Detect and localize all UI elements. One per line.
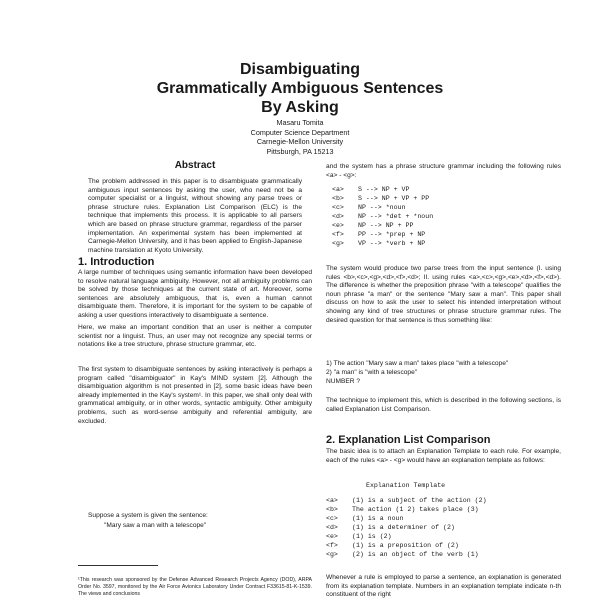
section-2-heading: 2. Explanation List Comparison [326, 434, 491, 446]
template-heading: Explanation Template [366, 482, 446, 489]
intro-paragraph-4: Suppose a system is given the sentence: [88, 512, 208, 519]
example-sentence: "Mary saw a man with a telescope" [104, 522, 207, 529]
abstract-heading: Abstract [174, 160, 216, 171]
title-line-1: Disambiguating [239, 61, 360, 78]
grammar-rule: <f> PP --> *prep + NP [332, 231, 426, 238]
question-2: 2) "a man" is "with a telescope" [326, 369, 418, 376]
question-number-prompt: NUMBER ? [326, 378, 361, 385]
template-row: <g> (2) is an object of the verb (1) [326, 551, 479, 558]
template-row: <b> The action (1 2) takes place (3) [326, 506, 479, 513]
intro-paragraph-3: The first system to disambiguate sentences by asking interactively is perhaps a program called "disambiguator" in Kay's MIND system [2]. Although the disambiguation algorithm is not presented in [2], some basic ideas have been already implemented in the Kay's system¹. In this paper, we shall only deal with grammatical ambiguity, or in other words, syntactic ambiguity. Other ambiguity problems, such as word-sense ambiguity and referential ambiguity, are excluded. [78, 366, 312, 425]
grammar-rule: <a> S --> NP + VP [332, 186, 410, 193]
grammar-rule: <e> NP --> NP + PP [332, 222, 414, 229]
grammar-rule: <c> NP --> *noun [332, 204, 406, 211]
template-row: <a> (1) is a subject of the action (2) [326, 497, 487, 504]
grammar-rule: <g> VP --> *verb + NP [332, 240, 426, 247]
author-city: Pittsburgh, PA 15213 [266, 146, 334, 156]
author-department: Computer Science Department [250, 127, 350, 137]
question-1: 1) The action "Mary saw a man" takes place "with a telescope" [326, 360, 509, 367]
author-name: Masaru Tomita [276, 118, 324, 127]
footnote-text: ¹This research was sponsored by the Defense Advanced Research Projects Agency (DOD), ARPA Order No. 3597, monitored by the Air Force Avionics Laboratory Under Contract F33615-81-K-1539. The views and conclusions [78, 577, 312, 598]
intro-heading: 1. Introduction [78, 256, 155, 268]
abstract-text: The problem addressed in this paper is to disambiguate grammatically ambiguous input sentences by asking the user, who need not be a computer specialist or a linguist, without showing any parse trees or phrase structure rules. Explanation List Comparison (ELC) is the technique that implements this process. It is applicable to all parsers which are based on phrase structure grammar, regardless of the parser implementation. An experimental system has been implemented at Carnegie-Mellon University, and it has been applied to English-Japanese machine translation at Kyoto University. [88, 178, 302, 254]
system-paragraph: The system would produce two parse trees from the input sentence (I. using rules <b>,<c>,<g>,<d>,<f>,<d>; II. using rules <a>,<c>,<g>,<e>,<d>,<f>,<d>). The difference is whether the preposition phrase "with a telescope" qualifies the noun phrase "a man" or the sentence "Mary saw a man". This paper shall discuss on how to ask the user to select his intended interpretation without showing any kind of tree structures or phrase structure grammar rules. The desired question for that sentence is thus something like: [326, 265, 561, 324]
rules-intro-text: and the system has a phrase structure grammar including the following rules <a> - <g>: [326, 163, 561, 179]
footnote-rule [78, 565, 158, 566]
title-line-3: By Asking [261, 99, 339, 116]
title-line-2: Grammatically Ambiguous Sentences [156, 80, 444, 97]
template-row: <d> (1) is a determiner of (2) [326, 524, 455, 531]
technique-paragraph: The technique to implement this, which is described in the following sections, is called Explanation List Comparison. [326, 397, 561, 413]
grammar-rule: <d> NP --> *det + *noun [332, 213, 434, 220]
template-row: <e> (1) is (2) [326, 533, 392, 540]
grammar-rule: <b> S --> NP + VP + PP [332, 195, 430, 202]
author-university: Carnegie-Mellon University [256, 137, 344, 146]
intro-paragraph-1: A large number of techniques using semantic information have been developed to resolve natural language ambiguity. However, not all ambiguity problems can be solved by those techniques at the current state of art. Moreover, some sentences are absolutely ambiguous, that is, even a human cannot disambiguate them. Therefore, it is important for the system to be capable of asking a user questions interactively to disambiguate a sentence. [78, 269, 312, 319]
template-row: <f> (1) is a preposition of (2) [326, 542, 459, 549]
template-row: <c> (1) is a noun [326, 515, 404, 522]
final-paragraph: Whenever a rule is employed to parse a sentence, an explanation is generated from its explanation template. Numbers in an explanation template indicate n-th constituent of the right [326, 574, 561, 599]
author-block [0, 118, 600, 156]
elc-paragraph: The basic idea is to attach an Explanation Template to each rule. For example, each of the rules <a> - <g> would have an explanation template as follows: [326, 448, 561, 464]
intro-paragraph-2: Here, we make an important condition that an user is neither a computer scientist nor a linguist. Thus, an user may not recognize any special terms or notations like a tree structure, phrase structure grammar, etc. [78, 324, 312, 349]
